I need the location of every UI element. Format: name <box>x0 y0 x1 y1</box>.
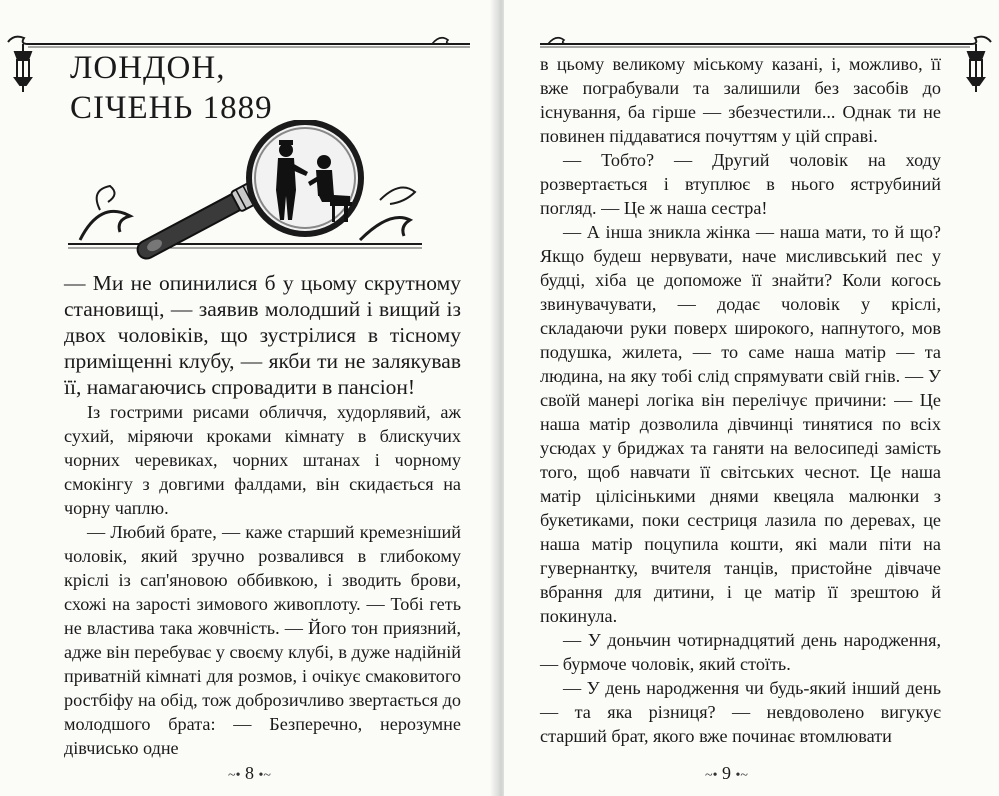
paragraph: Із гострими рисами обличчя, худорлявий, аж сухий, міряючи кроками кімнату в блискучих чорних черевиках, чорних штанах і чорному смокінгу з довгими фалдами, він скидається на чорну чаплю. <box>64 402 461 518</box>
paragraph: — Ми не опинилися б у цьому скрутному становищі, — заявив молодший і вищий із двох чоловіків, що зустрілися в тісному приміщенні клубу, — якби ти не залякував її, намагаючись спровадити в пансіон! <box>64 271 461 399</box>
magnifying-glass-emblem-icon <box>60 120 430 260</box>
chapter-title-line2: СІЧЕНЬ 1889 <box>70 90 273 126</box>
page-number-value: 8 <box>244 763 254 783</box>
right-page <box>504 0 999 796</box>
scroll-flourish-icon: ~• <box>228 768 241 783</box>
paragraph: — Тобто? — Другий чоловік на ходу розвертається і втуплює в нього яструбиний погляд. — Це ж наша сестра! <box>540 150 941 218</box>
scroll-flourish-icon: •~ <box>735 768 748 783</box>
paragraph: — Любий брате, — каже старший кремезніший чоловік, який зручно розвалився в глибокому кріслі із сап'яновою оббивкою, і зводить брови, схожі на зарості зимового живоплоту. — Тобі геть не властива така жовчність. — Його тон приязний, адже він перебуває у своєму клубі, в дуже надійній приватній кімнаті для розмов, і очікує смаковитого ростбіфу на обід, тож доброзичливо звертається до молодшого брата: — Безперечно, нерозумне дівчисько одне <box>64 522 461 758</box>
page-number-left <box>228 763 271 784</box>
page-number-right <box>705 763 748 784</box>
right-page-body <box>540 52 941 748</box>
left-page <box>0 0 496 796</box>
left-page-body <box>64 270 461 760</box>
paragraph: — У доньчин чотирнадцятий день народження, — бурмоче чоловік, який стоїть. <box>540 630 941 674</box>
chapter-title-line1: ЛОНДОН, <box>70 50 226 86</box>
paragraph: в цьому великому міському казані, і, можливо, її вже пограбували та залишили без засобів до існування, ба гірше — збезчестили... Однак ти не повинен піддаватися почуттям у цій справі. <box>540 54 941 146</box>
scroll-flourish-icon: ~• <box>705 768 718 783</box>
page-number-value: 9 <box>721 763 731 783</box>
chapter-title <box>70 48 273 128</box>
paragraph: — А інша зникла жінка — наша мати, то й що? Якщо будеш нервувати, наче мисливський пес у будці, хіба це допоможе її знайти? Коли когось звинувачувати, — додає чоловік у кріслі, складаючи руки поверх широкого, напнутого, мов подушка, жилета, — то саме наша матір — та людина, на яку тобі слід спрямувати свій гнів. — У своїй манері логіка він перелічує причини: — Це наша матір дозволила дівчинці тинятися по всіх усюдах у бриджах та ганяти на велосипеді замість того, щоб навчати її світських чеснот. Це наша матір цілісінькими днями квецяла малюнки з букетиками, поки сестриця лазила по деревах, це наша матір поцупила кошти, які мали піти на гувернантку, вчителя танців, пристойне дівчаче вбрання для дитини, і це матір її зрештою й покинула. <box>540 222 941 626</box>
scroll-flourish-icon: •~ <box>258 768 271 783</box>
paragraph: — У день народження чи будь-який інший день — та яка різниця? — невдоволено вигукує старший брат, якого вже починає втомлювати <box>540 678 941 746</box>
lantern-icon <box>944 37 991 92</box>
